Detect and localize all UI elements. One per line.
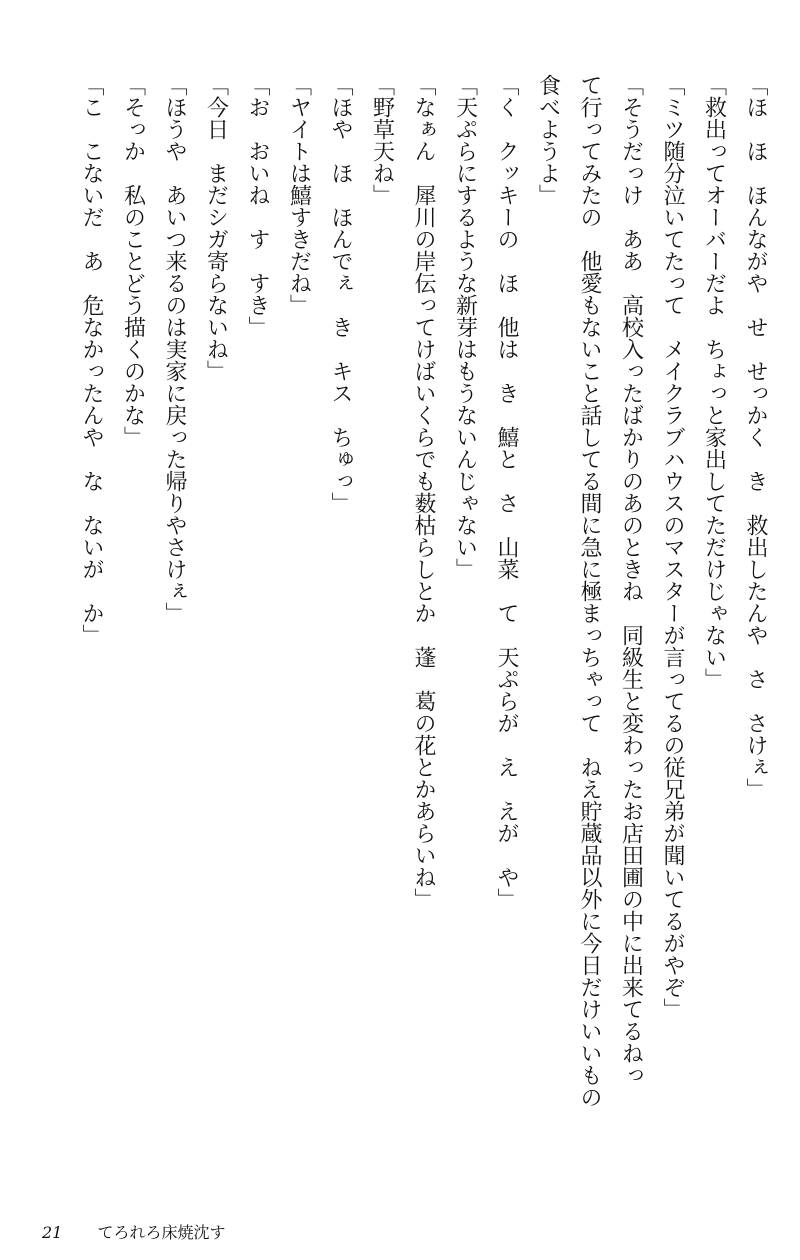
text-column: て行ってみたの 他愛もないこと話してる間に急に極まっちゃって ねえ貯蔵品以外に今日だけいいもの	[577, 74, 602, 1108]
text-column: 「野草天ね」	[369, 74, 395, 206]
text-column: 「そうだっけ ああ 高校入ったばかりのあのときね 同級生と変わったお店田圃の中に出来てるねっ	[618, 74, 644, 1086]
text-column: 「ほや ほ ほんでぇ き キス ちゅっ」	[328, 74, 353, 514]
text-column: 「く クッキーの ほ 他は き 鱚と さ 山菜 て 天ぷらが え えが や」	[494, 74, 519, 910]
text-column: 「こ こないだ あ 危なかったんや な ないが か」	[79, 74, 104, 646]
page-number: 21	[42, 1223, 63, 1242]
text-column: 「そっか 私のことどう描くのかな」	[120, 74, 146, 448]
text-column: 食べようよ」	[535, 74, 561, 206]
text-column: 「お おいね す すき」	[245, 74, 270, 338]
book-title: てろれろ床焼沈す	[97, 1223, 226, 1242]
text-column: 「救出ってオーバーだよ ちょっと家出してただけじゃない」	[701, 74, 727, 690]
vertical-text-block	[10, 50, 770, 1200]
text-column: 「ほ ほ ほんながや せ せっかく き 救出したんや さ さけぇ」	[743, 74, 768, 800]
text-column: 「なぁん 犀川の岸伝ってけばいくらでも薮枯らしとか 蓬 葛の花とかあらいね」	[411, 74, 436, 910]
text-column: 「ミツ随分泣いてたって メイクラブハウスのマスターが言ってるの従兄弟が聞いてるがやぞ」	[660, 74, 685, 1020]
text-column: 「ほうや あいつ来るのは実家に戻った帰りやさけぇ」	[162, 74, 187, 624]
text-column: 「ヤイトは鱚すきだね」	[286, 74, 312, 316]
text-column: 「天ぷらにするような新芽はもうないんじゃない」	[452, 74, 478, 580]
page-footer	[42, 1220, 225, 1243]
text-column: 「今日 まだシガ寄らないね」	[203, 74, 229, 382]
